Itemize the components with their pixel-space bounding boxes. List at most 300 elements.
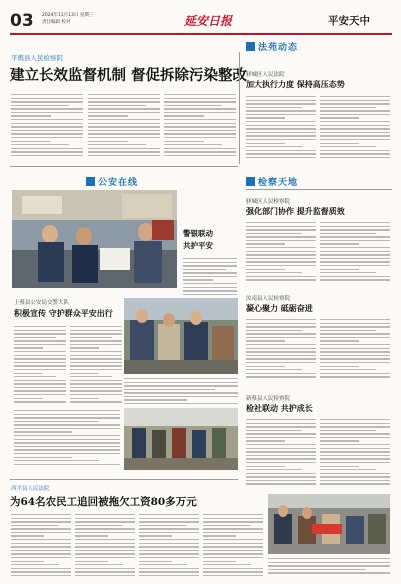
text-line bbox=[11, 141, 51, 142]
procuratorial-art1-kicker: 驿城区人民检察院 bbox=[246, 199, 291, 205]
text-line bbox=[246, 326, 316, 327]
procuratorial-art3-col2 bbox=[320, 419, 390, 489]
editor-line: 责任编辑 校对 bbox=[42, 20, 71, 25]
text-line bbox=[203, 561, 236, 562]
text-line bbox=[14, 355, 66, 356]
text-line bbox=[75, 518, 135, 519]
text-line bbox=[75, 553, 135, 554]
public-security-header bbox=[86, 175, 138, 188]
text-line bbox=[14, 365, 66, 366]
text-line bbox=[320, 469, 376, 470]
text-line bbox=[246, 351, 316, 352]
text-line bbox=[70, 398, 99, 399]
text-line bbox=[246, 466, 285, 467]
text-line bbox=[14, 449, 120, 450]
masthead bbox=[0, 0, 401, 44]
text-line bbox=[246, 362, 316, 363]
text-line bbox=[320, 344, 390, 345]
text-line bbox=[75, 525, 123, 526]
section-rule bbox=[10, 479, 238, 480]
text-line bbox=[11, 144, 69, 145]
text-line bbox=[139, 543, 199, 544]
procuratorial-rule bbox=[246, 189, 392, 190]
section-marker-icon bbox=[246, 177, 255, 186]
text-line bbox=[164, 101, 236, 102]
text-line bbox=[11, 105, 69, 106]
text-line bbox=[183, 262, 237, 263]
page-number: 03 bbox=[10, 11, 34, 31]
police-bank-caption-1: 警银联动 bbox=[183, 229, 213, 238]
text-line bbox=[70, 390, 122, 391]
text-line bbox=[14, 464, 120, 465]
text-line bbox=[320, 121, 390, 122]
procuratorial-art2-col1 bbox=[246, 319, 316, 381]
text-line bbox=[268, 572, 390, 573]
text-line bbox=[75, 532, 135, 533]
text-line bbox=[11, 525, 59, 526]
text-line bbox=[320, 423, 390, 424]
text-line bbox=[139, 518, 199, 519]
lead-body-col1 bbox=[11, 94, 83, 160]
text-line bbox=[88, 144, 146, 145]
procuratorial-art2-col2 bbox=[320, 319, 390, 381]
text-line bbox=[164, 155, 236, 156]
text-line bbox=[246, 143, 285, 144]
text-line bbox=[320, 157, 390, 158]
wage-photo-caption bbox=[268, 558, 390, 578]
text-line bbox=[14, 442, 120, 443]
text-line bbox=[203, 528, 263, 529]
text-line bbox=[11, 148, 83, 149]
text-line bbox=[246, 333, 316, 334]
text-line bbox=[11, 133, 83, 134]
courtyard-photo bbox=[124, 408, 238, 470]
law-dynamics-header bbox=[246, 40, 298, 53]
text-line bbox=[320, 243, 359, 244]
text-line bbox=[268, 569, 366, 570]
text-line bbox=[320, 466, 359, 467]
text-line bbox=[88, 155, 160, 156]
text-line bbox=[14, 358, 66, 359]
text-line bbox=[14, 376, 56, 377]
text-line bbox=[14, 330, 66, 331]
text-line bbox=[11, 571, 71, 572]
text-line bbox=[320, 319, 390, 320]
text-line bbox=[203, 568, 263, 569]
text-line bbox=[246, 269, 285, 270]
text-line bbox=[320, 125, 390, 126]
procuratorial-header bbox=[246, 175, 298, 188]
text-line bbox=[246, 279, 316, 280]
text-line bbox=[124, 396, 238, 397]
text-line bbox=[75, 571, 135, 572]
text-line bbox=[246, 276, 316, 277]
text-line bbox=[320, 455, 390, 456]
text-line bbox=[11, 528, 71, 529]
text-line bbox=[246, 455, 316, 456]
public-security-body-col2 bbox=[70, 326, 122, 406]
text-line bbox=[246, 426, 316, 427]
text-line bbox=[320, 132, 390, 133]
text-line bbox=[246, 440, 285, 441]
text-line bbox=[14, 390, 66, 391]
text-line bbox=[75, 546, 135, 547]
text-line bbox=[246, 114, 316, 115]
text-line bbox=[124, 389, 215, 390]
text-line bbox=[75, 528, 135, 529]
text-line bbox=[268, 565, 390, 566]
text-line bbox=[268, 562, 390, 563]
text-line bbox=[246, 444, 316, 445]
text-line bbox=[320, 323, 390, 324]
text-line bbox=[75, 561, 108, 562]
text-line bbox=[246, 258, 316, 259]
law-dynamics-kicker: 驿城区人民法院 bbox=[246, 72, 285, 78]
text-line bbox=[246, 433, 316, 434]
lead-body-col3 bbox=[164, 94, 236, 160]
text-line bbox=[320, 330, 376, 331]
text-line bbox=[14, 394, 66, 395]
text-line bbox=[11, 119, 83, 120]
text-line bbox=[320, 233, 376, 234]
text-line bbox=[246, 448, 316, 449]
text-line bbox=[139, 571, 199, 572]
text-line bbox=[11, 101, 83, 102]
text-line bbox=[203, 557, 263, 558]
text-line bbox=[320, 226, 390, 227]
text-line bbox=[320, 272, 376, 273]
text-line bbox=[320, 258, 390, 259]
text-line bbox=[11, 151, 83, 152]
text-line bbox=[14, 340, 66, 341]
text-line bbox=[11, 561, 44, 562]
text-line bbox=[246, 373, 316, 374]
text-line bbox=[124, 385, 238, 386]
text-line bbox=[70, 387, 122, 388]
text-line bbox=[88, 123, 160, 124]
text-line bbox=[183, 287, 237, 288]
public-security-label: 公安在线 bbox=[98, 178, 139, 188]
text-line bbox=[320, 153, 390, 154]
text-line bbox=[139, 568, 199, 569]
text-line bbox=[320, 462, 390, 463]
text-line bbox=[75, 568, 135, 569]
text-line bbox=[246, 240, 316, 241]
text-line bbox=[320, 333, 390, 334]
text-line bbox=[11, 155, 83, 156]
text-line bbox=[246, 462, 316, 463]
text-line bbox=[203, 525, 251, 526]
text-line bbox=[164, 144, 222, 145]
text-line bbox=[320, 451, 390, 452]
public-security-body-col1 bbox=[14, 326, 66, 406]
text-line bbox=[320, 358, 390, 359]
text-line bbox=[183, 272, 237, 273]
text-line bbox=[246, 437, 316, 438]
text-line bbox=[320, 128, 390, 129]
text-line bbox=[246, 251, 316, 252]
text-line bbox=[246, 150, 316, 151]
text-line bbox=[11, 532, 71, 533]
text-line bbox=[246, 100, 316, 101]
text-line bbox=[11, 521, 71, 522]
text-line bbox=[88, 105, 146, 106]
text-line bbox=[70, 365, 122, 366]
text-line bbox=[75, 521, 135, 522]
text-line bbox=[70, 326, 122, 327]
wage-body-col3 bbox=[139, 514, 199, 578]
text-line bbox=[139, 532, 199, 533]
text-line bbox=[14, 428, 120, 429]
text-line bbox=[164, 151, 236, 152]
text-line bbox=[320, 426, 390, 427]
text-line bbox=[246, 135, 316, 136]
text-line bbox=[164, 130, 236, 131]
text-line bbox=[320, 483, 390, 484]
text-line bbox=[164, 94, 236, 95]
procuratorial-art1-col2 bbox=[320, 222, 390, 284]
text-line bbox=[246, 483, 316, 484]
text-line bbox=[320, 229, 390, 230]
column-rule bbox=[239, 52, 240, 164]
text-line bbox=[320, 348, 390, 349]
text-line bbox=[70, 340, 122, 341]
text-line bbox=[246, 344, 316, 345]
text-line bbox=[246, 226, 316, 227]
text-line bbox=[70, 355, 122, 356]
procuratorial-art3-kicker: 新蔡县人民检察院 bbox=[246, 396, 291, 402]
procuratorial-label: 检察天地 bbox=[258, 178, 299, 188]
text-line bbox=[14, 424, 120, 425]
text-line bbox=[164, 115, 204, 116]
text-line bbox=[203, 543, 263, 544]
lead-headline: 建立长效监督机制 督促拆除污染整改 bbox=[10, 67, 248, 84]
text-line bbox=[246, 128, 316, 129]
text-line bbox=[246, 146, 302, 147]
text-line bbox=[14, 369, 66, 370]
text-line bbox=[246, 319, 316, 320]
text-line bbox=[70, 394, 122, 395]
text-line bbox=[164, 133, 236, 134]
text-line bbox=[320, 473, 390, 474]
text-line bbox=[246, 254, 316, 255]
text-line bbox=[183, 279, 213, 280]
text-line bbox=[11, 518, 71, 519]
text-line bbox=[320, 251, 390, 252]
text-line bbox=[183, 290, 237, 291]
text-line bbox=[139, 514, 199, 515]
text-line bbox=[246, 337, 316, 338]
procuratorial-art2-headline: 凝心聚力 砥砺奋进 bbox=[246, 303, 313, 313]
text-line bbox=[320, 276, 390, 277]
text-line bbox=[320, 107, 376, 108]
text-line bbox=[70, 401, 122, 402]
text-line bbox=[203, 575, 263, 576]
text-line bbox=[11, 553, 71, 554]
text-line bbox=[139, 525, 187, 526]
text-line bbox=[246, 369, 302, 370]
text-line bbox=[246, 330, 302, 331]
text-line bbox=[14, 344, 66, 345]
lead-body-col2 bbox=[88, 94, 160, 160]
text-line bbox=[246, 121, 316, 122]
text-line bbox=[164, 98, 236, 99]
text-line bbox=[88, 98, 160, 99]
lead-kicker: 平舆县人民检察院 bbox=[11, 54, 63, 62]
text-line bbox=[11, 126, 83, 127]
text-line bbox=[320, 143, 359, 144]
text-line bbox=[320, 355, 390, 356]
text-line bbox=[246, 272, 302, 273]
text-line bbox=[11, 568, 71, 569]
text-line bbox=[14, 460, 99, 461]
text-line bbox=[320, 222, 390, 223]
text-line bbox=[11, 130, 83, 131]
wage-body-col1 bbox=[11, 514, 71, 578]
text-line bbox=[75, 564, 123, 565]
procuratorial-art3-headline: 检社联动 共护成长 bbox=[246, 403, 313, 413]
text-line bbox=[164, 105, 222, 106]
text-line bbox=[246, 157, 316, 158]
text-line bbox=[164, 148, 236, 149]
text-line bbox=[246, 469, 302, 470]
text-line bbox=[139, 550, 199, 551]
text-line bbox=[246, 243, 285, 244]
text-line bbox=[320, 114, 390, 115]
text-line bbox=[246, 376, 316, 377]
text-line bbox=[88, 151, 160, 152]
text-line bbox=[246, 430, 302, 431]
text-line bbox=[70, 380, 122, 381]
text-line bbox=[88, 108, 160, 109]
masthead-divider bbox=[10, 33, 392, 35]
text-line bbox=[139, 561, 172, 562]
text-line bbox=[164, 119, 236, 120]
text-line bbox=[246, 153, 316, 154]
text-line bbox=[88, 148, 160, 149]
text-line bbox=[203, 571, 263, 572]
text-line bbox=[14, 401, 66, 402]
text-line bbox=[246, 265, 316, 266]
text-line bbox=[11, 514, 71, 515]
wage-body-col2 bbox=[75, 514, 135, 578]
text-line bbox=[14, 373, 43, 374]
text-line bbox=[246, 451, 316, 452]
text-line bbox=[11, 123, 83, 124]
text-line bbox=[246, 348, 316, 349]
paper-name: 延安日报 bbox=[184, 14, 233, 28]
text-line bbox=[320, 326, 390, 327]
text-line bbox=[70, 347, 99, 348]
text-line bbox=[246, 355, 316, 356]
section-marker-icon bbox=[86, 177, 95, 186]
text-line bbox=[70, 383, 122, 384]
public-security-headline: 积极宣传 守护群众平安出行 bbox=[14, 308, 113, 318]
public-security-kicker: 上蔡县公安局交警大队 bbox=[14, 300, 70, 306]
text-line bbox=[14, 347, 43, 348]
text-line bbox=[320, 351, 390, 352]
text-line bbox=[11, 137, 83, 138]
text-line bbox=[320, 376, 390, 377]
text-line bbox=[14, 387, 66, 388]
traffic-police-photo bbox=[124, 298, 238, 374]
text-line bbox=[246, 132, 316, 133]
text-line bbox=[11, 94, 83, 95]
text-line bbox=[124, 382, 238, 383]
text-line bbox=[139, 539, 199, 540]
text-line bbox=[14, 362, 66, 363]
text-line bbox=[11, 115, 51, 116]
text-line bbox=[246, 117, 285, 118]
text-line bbox=[320, 261, 390, 262]
text-line bbox=[246, 236, 316, 237]
text-line bbox=[75, 543, 135, 544]
text-line bbox=[88, 137, 160, 138]
text-line bbox=[320, 110, 390, 111]
text-line bbox=[70, 358, 122, 359]
text-line bbox=[203, 518, 263, 519]
text-line bbox=[14, 326, 66, 327]
text-line bbox=[75, 557, 135, 558]
text-line bbox=[88, 130, 160, 131]
text-line bbox=[183, 294, 237, 295]
text-line bbox=[320, 362, 390, 363]
text-line bbox=[246, 139, 316, 140]
text-line bbox=[14, 453, 120, 454]
text-line bbox=[246, 233, 302, 234]
text-line bbox=[14, 333, 66, 334]
police-bank-caption-2: 共护平安 bbox=[183, 241, 213, 250]
text-line bbox=[183, 283, 237, 284]
text-line bbox=[320, 146, 376, 147]
law-dynamics-body-col2 bbox=[320, 96, 390, 162]
traffic-police-caption-text bbox=[124, 378, 238, 406]
text-line bbox=[164, 112, 236, 113]
text-line bbox=[11, 543, 71, 544]
text-line bbox=[203, 539, 263, 540]
text-line bbox=[14, 380, 66, 381]
text-line bbox=[320, 100, 390, 101]
text-line bbox=[246, 476, 316, 477]
text-line bbox=[139, 553, 199, 554]
text-line bbox=[320, 337, 390, 338]
text-line bbox=[320, 135, 390, 136]
text-line bbox=[320, 265, 390, 266]
wage-headline: 为64名农民工追回被拖欠工资80多万元 bbox=[10, 496, 197, 508]
text-line bbox=[320, 279, 390, 280]
text-line bbox=[88, 94, 160, 95]
text-line bbox=[124, 392, 238, 393]
text-line bbox=[246, 358, 316, 359]
text-line bbox=[11, 539, 71, 540]
procuratorial-art2-kicker: 汝南县人民检察院 bbox=[246, 296, 291, 302]
text-line bbox=[320, 369, 376, 370]
text-line bbox=[320, 254, 390, 255]
text-line bbox=[183, 265, 237, 266]
text-line bbox=[14, 398, 43, 399]
text-line bbox=[320, 96, 390, 97]
text-line bbox=[320, 444, 390, 445]
text-line bbox=[246, 419, 316, 420]
text-line bbox=[75, 514, 135, 515]
text-line bbox=[320, 448, 390, 449]
text-line bbox=[203, 535, 236, 536]
text-line bbox=[320, 236, 390, 237]
text-line bbox=[203, 553, 263, 554]
text-line bbox=[139, 557, 199, 558]
text-line bbox=[88, 115, 128, 116]
text-line bbox=[70, 337, 112, 338]
